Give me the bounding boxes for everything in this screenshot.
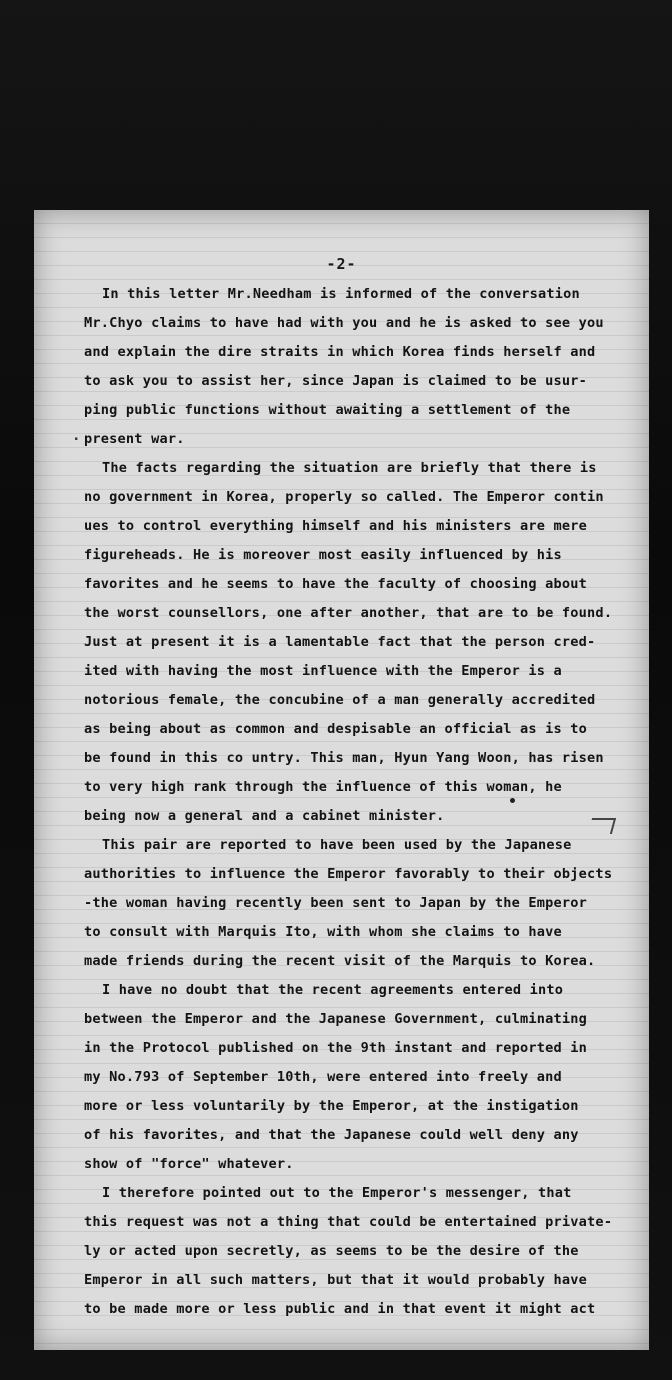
text-line: of his favorites, and that the Japanese could well deny any: [84, 1127, 579, 1143]
text-line: notorious female, the concubine of a man generally accredited: [84, 692, 596, 708]
text-line: -the woman having recently been sent to Japan by the Emperor: [84, 895, 588, 911]
text-line: In this letter Mr.Needham is informed of the conversation: [102, 286, 580, 302]
text-line: be found in this co untry. This man, Hyun Yang Woon, has risen: [84, 750, 604, 766]
text-line: The facts regarding the situation are briefly that there is: [102, 460, 597, 476]
text-line: the worst counsellors, one after another, that are to be found.: [84, 605, 613, 621]
text-line: I have no doubt that the recent agreements entered into: [102, 982, 564, 998]
text-line: and explain the dire straits in which Korea finds herself and: [84, 344, 596, 360]
text-line: no government in Korea, properly so called. The Emperor contin: [84, 489, 604, 505]
text-line: ly or acted upon secretly, as seems to be the desire of the: [84, 1243, 579, 1259]
text-line: as being about as common and despisable an official as is to: [84, 721, 588, 737]
text-line: show of "force" whatever.: [84, 1156, 294, 1172]
letter-body: [84, 280, 644, 1324]
text-line: I therefore pointed out to the Emperor's messenger, that: [102, 1185, 572, 1201]
text-line: ping public functions without awaiting a settlement of the: [84, 402, 571, 418]
text-line: This pair are reported to have been used by the Japanese: [102, 837, 572, 853]
text-line: being now a general and a cabinet minister.: [84, 808, 445, 824]
text-line: to very high rank through the influence of this woman, he: [84, 779, 562, 795]
text-line: Emperor in all such matters, but that it would probably have: [84, 1272, 588, 1288]
text-line: this request was not a thing that could be entertained private-: [84, 1214, 613, 1230]
text-line: to consult with Marquis Ito, with whom she claims to have: [84, 924, 562, 940]
text-line: in the Protocol published on the 9th instant and reported in: [84, 1040, 588, 1056]
text-line: authorities to influence the Emperor favorably to their objects: [84, 866, 613, 882]
text-line: my No.793 of September 10th, were entered into freely and: [84, 1069, 562, 1085]
text-line: to ask you to assist her, since Japan is claimed to be usur-: [84, 373, 588, 389]
text-line: between the Emperor and the Japanese Government, culminating: [84, 1011, 588, 1027]
text-line: Just at present it is a lamentable fact that the person cred-: [84, 634, 596, 650]
text-line: Mr.Chyo claims to have had with you and he is asked to see you: [84, 315, 604, 331]
text-line: ited with having the most influence with the Emperor is a: [84, 663, 562, 679]
text-line: made friends during the recent visit of the Marquis to Korea.: [84, 953, 596, 969]
text-line: favorites and he seems to have the faculty of choosing about: [84, 576, 588, 592]
text-line: to be made more or less public and in that event it might act: [84, 1301, 596, 1317]
document-page: [34, 210, 649, 1350]
text-line: ues to control everything himself and his ministers are mere: [84, 518, 588, 534]
margin-tick-mark: .: [72, 428, 81, 444]
page-number: -2-: [326, 255, 357, 273]
text-line: present war.: [84, 431, 185, 447]
text-line: more or less voluntarily by the Emperor, at the instigation: [84, 1098, 579, 1114]
text-line: figureheads. He is moreover most easily influenced by his: [84, 547, 562, 563]
